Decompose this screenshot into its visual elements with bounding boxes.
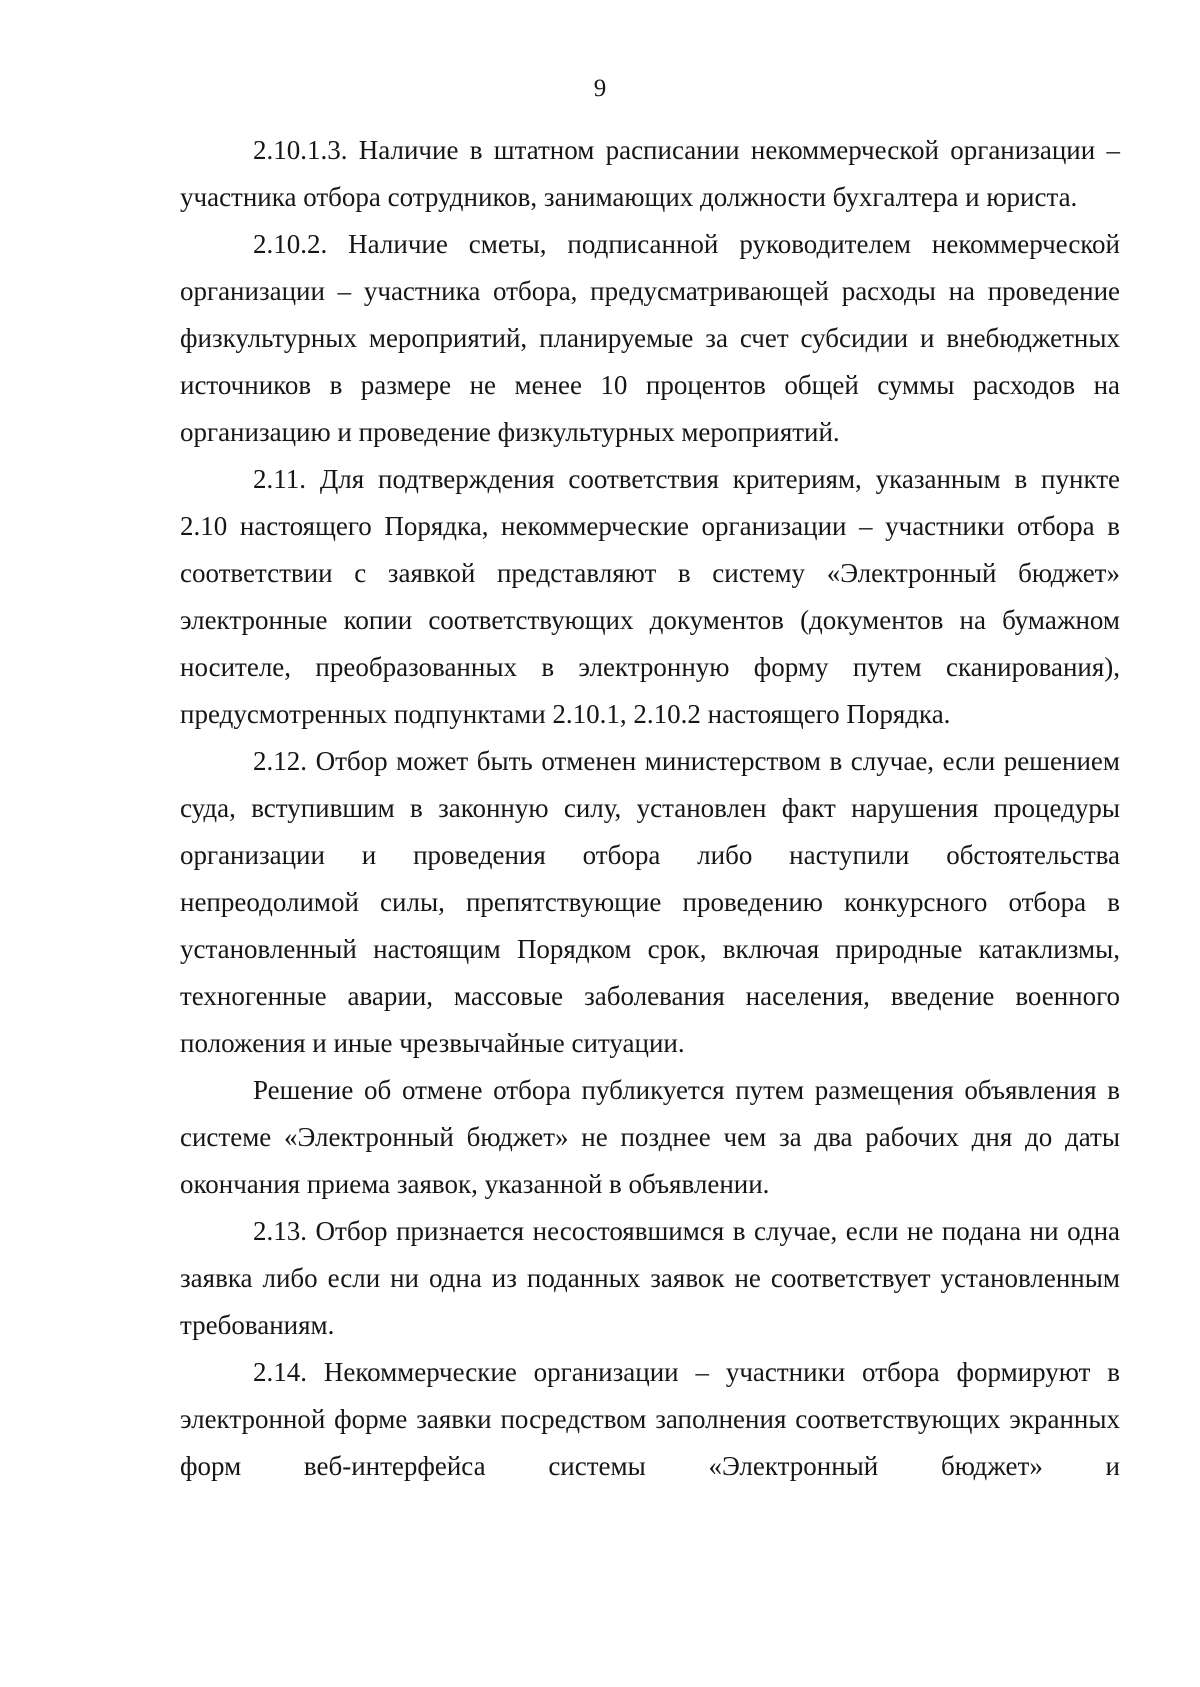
document-body xyxy=(180,127,1120,1490)
page-number: 9 xyxy=(593,75,607,102)
paragraph-2-10-2: 2.10.2. Наличие сметы, подписанной руководителем некоммерческой организации – участника отбора, предусматривающей расходы на проведение физкультурных мероприятий, планируемые за счет субсидии и внебюджетных источников в размере не менее 10 процентов общей суммы расходов на организацию и проведение физкультурных мероприятий. xyxy=(180,229,1120,447)
paragraph-2-13: 2.13. Отбор признается несостоявшимся в случае, если не подана ни одна заявка либо если ни одна из поданных заявок не соответствует установленным требованиям. xyxy=(180,1216,1120,1340)
paragraph-2-10-1-3: 2.10.1.3. Наличие в штатном расписании некоммерческой организации – участника отбора сотрудников, занимающих должности бухгалтера и юриста. xyxy=(180,135,1120,212)
paragraph-2-14: 2.14. Некоммерческие организации – участники отбора формируют в электронной форме заявки посредством заполнения соответствующих экранных форм веб-интерфейса системы «Электронный бюджет» и xyxy=(180,1357,1120,1481)
paragraph-2-12: 2.12. Отбор может быть отменен министерством в случае, если решением суда, вступившим в законную силу, установлен факт нарушения процедуры организации и проведения отбора либо наступили обстоятельства непреодолимой силы, препятствующие проведению конкурсного отбора в установленный настоящим Порядком срок, включая природные катаклизмы, техногенные аварии, массовые заболевания населения, введение военного положения и иные чрезвычайные ситуации. xyxy=(180,746,1120,1058)
paragraph-2-11: 2.11. Для подтверждения соответствия критериям, указанным в пункте 2.10 настоящего Порядка, некоммерческие организации – участники отбора в соответствии с заявкой представляют в систему «Электронный бюджет» электронные копии соответствующих документов (документов на бумажном носителе, преобразованных в электронную форму путем сканирования), предусмотренных подпунктами 2.10.1, 2.10.2 настоящего Порядка. xyxy=(180,464,1120,729)
paragraph-cancellation-decision: Решение об отмене отбора публикуется путем размещения объявления в системе «Электронный бюджет» не позднее чем за два рабочих дня до даты окончания приема заявок, указанной в объявлении. xyxy=(180,1075,1120,1199)
